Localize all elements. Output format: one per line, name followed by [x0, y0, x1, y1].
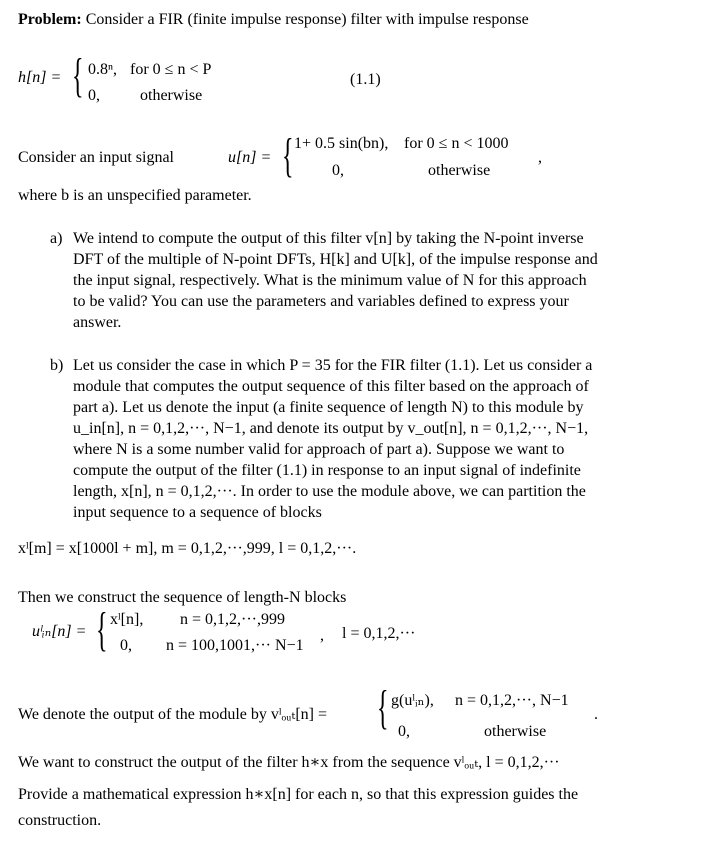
- input-signal-lhs: u[n] =: [228, 149, 272, 166]
- eq1-case1-expr: 0.8ⁿ,: [88, 61, 118, 78]
- then-text: Then we construct the sequence of length-N blocks: [18, 589, 347, 606]
- eq-uin-l-range: l = 0,1,2,···: [342, 625, 416, 642]
- input-signal-case2-expr: 0,: [332, 162, 344, 179]
- eq-uin-case2-expr: 0,: [120, 637, 132, 654]
- part-b-line: input sequence to a sequence of blocks: [73, 504, 322, 521]
- part-b-line: u_in[n], n = 0,1,2,···, N−1, and denote its output by v_out[n], n = 0,1,2,···, N−1,: [73, 420, 589, 437]
- part-b-line: where N is a some number valid for approach of part a). Suppose we want to: [73, 441, 565, 458]
- eq-vout-case2-expr: 0,: [398, 723, 410, 740]
- input-signal-case1-expr: 1+ 0.5 sin(bn),: [294, 135, 389, 152]
- eq1-brace: {: [72, 49, 84, 102]
- problem-label: Problem:: [18, 11, 82, 28]
- provide-line: Provide a mathematical expression h∗x[n] for each n, so that this expression guides the: [18, 786, 579, 803]
- eq-vout-case2-cond: otherwise: [484, 723, 547, 740]
- problem-intro: [18, 12, 529, 28]
- part-a-label: a): [50, 230, 63, 247]
- eq-uin-case1-cond: n = 0,1,2,···,999: [180, 611, 286, 628]
- provide-body: [18, 782, 578, 834]
- input-signal-text: Consider an input signal: [18, 149, 174, 166]
- input-signal-case1-cond: for 0 ≤ n < 1000: [404, 135, 509, 152]
- part-b-line: module that computes the output sequence of this filter based on the approach of: [73, 378, 589, 395]
- eq1-case1-cond: for 0 ≤ n < P: [130, 61, 212, 78]
- want-line: We want to construct the output of the filter h∗x from the sequence vˡₒᵤₜ, l = 0,1,2,···: [18, 754, 560, 771]
- part-a-line: to be valid? You can use the parameters and variables defined to express your: [73, 293, 569, 310]
- eq-vout-case1-expr: g(uˡᵢₙ),: [391, 692, 434, 709]
- eq1-tag: (1.1): [350, 71, 381, 88]
- part-b-line: compute the output of the filter (1.1) in response to an input signal of indefinite: [73, 462, 581, 479]
- eq-vout-brace: {: [377, 681, 389, 734]
- eq-uin-brace: {: [96, 603, 108, 656]
- part-a-line: the input signal, respectively. What is the minimum value of N for this approach: [73, 272, 587, 289]
- eq1-case2-expr: 0,: [88, 87, 100, 104]
- part-a-line: We intend to compute the output of this filter v[n] by taking the N-point inverse: [73, 230, 584, 247]
- eq-uin-lhs: uˡᵢₙ[n] =: [32, 623, 87, 640]
- eq-vout-case1-cond: n = 0,1,2,···, N−1: [455, 692, 569, 709]
- part-b-body: [73, 355, 592, 523]
- part-a-line: DFT of the multiple of N-point DFTs, H[k] and U[k], of the impulse response and: [73, 251, 598, 268]
- eq-blocks: xˡ[m] = x[1000l + m], m = 0,1,2,···,999, l = 0,1,2,···.: [18, 540, 357, 557]
- part-b-line: Let us consider the case in which P = 35 for the FIR filter (1.1). Let us consider a: [73, 357, 593, 374]
- problem-intro-text: Consider a FIR (finite impulse response) filter with impulse response: [85, 11, 529, 28]
- eq-uin-case2-cond: n = 100,1001,··· N−1: [166, 637, 304, 654]
- provide-line: construction.: [18, 812, 102, 829]
- part-b-label: b): [50, 357, 64, 374]
- eq-uin-case1-expr: xˡ[n],: [110, 611, 144, 628]
- part-a-body: [73, 228, 598, 333]
- eq-uin-comma: ,: [320, 627, 324, 644]
- input-signal-brace: {: [282, 129, 294, 182]
- eq1-case2-cond: otherwise: [140, 87, 203, 104]
- eq-vout-text: We denote the output of the module by vˡₒᵤₜ[n] =: [18, 706, 328, 723]
- where-b-text: where b is an unspecified parameter.: [18, 187, 252, 204]
- eq1-lhs: h[n] =: [18, 69, 62, 86]
- part-a-line: answer.: [73, 314, 122, 331]
- eq-vout-dot: .: [594, 706, 598, 723]
- part-b-line: part a). Let us denote the input (a finite sequence of length N) to this module by: [73, 399, 584, 416]
- input-signal-case2-cond: otherwise: [428, 162, 491, 179]
- input-signal-trail: ,: [538, 149, 542, 166]
- part-b-line: length, x[n], n = 0,1,2,···. In order to use the module above, we can partition the: [73, 483, 586, 500]
